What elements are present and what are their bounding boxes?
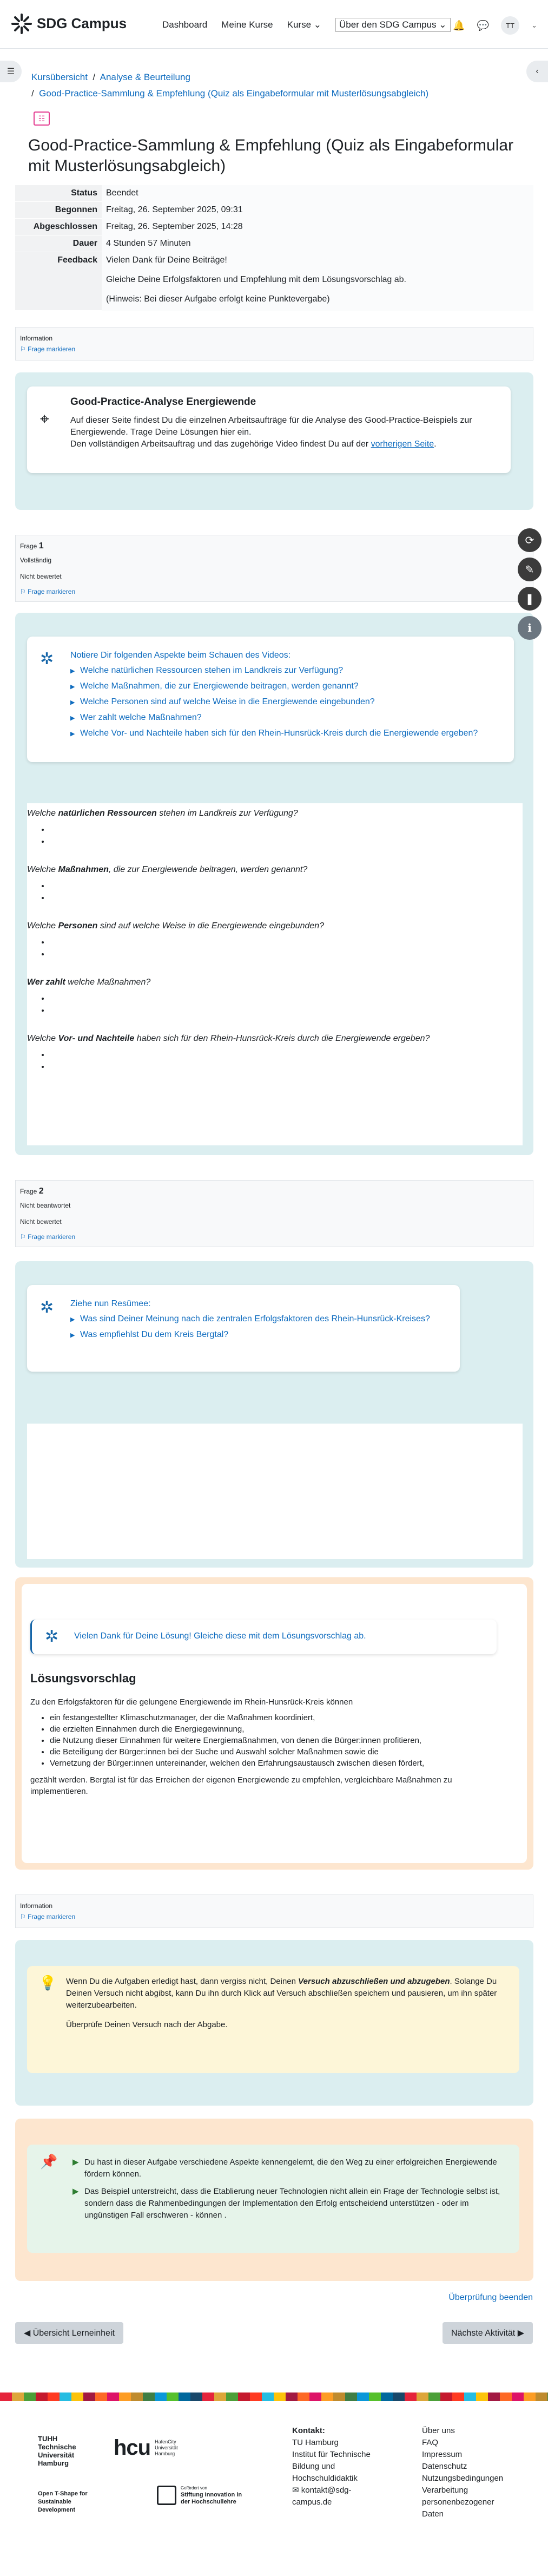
success-factor-list	[50, 1712, 512, 1769]
takeaway-panel	[15, 2119, 533, 2281]
attempt-summary-table	[15, 185, 533, 311]
binoculars-icon: ⌖	[40, 410, 49, 428]
empty-bullet[interactable]	[50, 993, 523, 1005]
question-number-value: 1	[38, 541, 44, 550]
aspect-item[interactable]: ▶ Wer zahlt welche Maßnahmen?	[70, 712, 503, 724]
takeaway-text: Das Beispiel unterstreicht, dass die Etablierung neuer Technologien nicht allein ein Frage der Technologie selbst ist, sondern dass die Rahmenbedingungen der Implementation den Erfolg entscheidend unterstützen - oder im ungünstigen Fall erschweren - können .	[84, 2187, 500, 2220]
feedback-line: Gleiche Deine Erfolgsfaktoren und Empfehlung mit dem Lösungsvorschlag ab.	[106, 274, 406, 284]
aspect-item[interactable]: ▶ Was sind Deiner Meinung nach die zentralen Erfolgsfaktoren des Rhein-Hunsrück-Kreises?	[70, 1313, 449, 1325]
answer-question	[27, 920, 523, 932]
status-label: Status	[15, 185, 102, 202]
breadcrumb-activity[interactable]: Good-Practice-Sammlung & Empfehlung (Quiz als Eingabeformular mit Musterlösungsabgleich)	[39, 88, 429, 99]
answer-bullets	[50, 936, 523, 960]
flag-question-link[interactable]	[20, 586, 529, 597]
solution-thanks-card	[30, 1620, 497, 1654]
information-box	[15, 1895, 533, 1928]
nav-about[interactable]	[335, 18, 451, 32]
success-factor: • ein festangestellter Klimaschutzmanager, der die Maßnahmen koordiniert,	[50, 1712, 512, 1723]
primary-nav	[162, 19, 451, 32]
answer-text: Welche	[27, 865, 58, 874]
tuhh-logo[interactable]: TUHH Technische Universität Hamburg	[38, 2435, 76, 2467]
empty-bullet[interactable]	[50, 948, 523, 960]
question-number	[20, 541, 529, 552]
answer-keyword: Vor- und Nachteile	[58, 1034, 135, 1043]
pin-icon: 📌	[40, 2153, 58, 2169]
footer-link-terms[interactable]: Nutzungsbedingungen	[422, 2474, 504, 2483]
refresh-button[interactable]	[518, 528, 542, 552]
empty-bullet[interactable]	[50, 836, 523, 848]
success-factor: • Vernetzung der Bürger:innen untereinander, welchen den Erfahrungsaustausch zwischen diesen fördert,	[50, 1758, 512, 1769]
aspect-item[interactable]: ▶ Welche Personen sind auf welche Weise in die Energiewende eingebunden?	[70, 696, 503, 708]
footer-link-about[interactable]: Über uns	[422, 2426, 455, 2435]
hint-text-part: Wenn Du die Aufgaben erledigt hast, dann vergiss nicht, Deinen	[66, 1977, 299, 1986]
empty-bullet[interactable]	[50, 936, 523, 948]
answer-question	[27, 864, 523, 876]
stiftung-mark-icon	[157, 2486, 176, 2505]
footer-links	[422, 2425, 514, 2520]
task-icon: ✲	[40, 1299, 54, 1316]
flag-question-link[interactable]	[20, 1911, 529, 1922]
course-index-toggle[interactable]	[0, 61, 22, 82]
flag-question-label: Frage markieren	[28, 1233, 76, 1241]
answer-text: stehen im Landkreis zur Verfügung?	[156, 809, 298, 818]
nav-my-courses[interactable]: Meine Kurse	[221, 19, 273, 30]
answer-question	[27, 808, 523, 820]
answer-text: Welche	[27, 809, 58, 818]
sdg-logo-icon[interactable]	[11, 13, 32, 35]
pencil-icon: ✎	[525, 563, 534, 576]
avatar[interactable]: TT	[501, 16, 519, 35]
duration-value: 4 Stunden 57 Minuten	[106, 238, 191, 248]
hint-text-1	[66, 1976, 509, 2011]
takeaway-text: Du hast in dieser Aufgabe verschiedene Aspekte kennengelernt, die den Weg zu einer erfolgreichen Energiewende fördern können.	[84, 2158, 497, 2179]
answer-bullets	[50, 880, 523, 904]
chevron-down-icon[interactable]: ⌄	[531, 21, 537, 29]
chevron-left-icon: ‹	[536, 67, 539, 76]
flag-icon: ⚐	[20, 1913, 26, 1920]
answer-bullets	[50, 824, 523, 848]
footer-link-faq[interactable]: FAQ	[422, 2438, 439, 2447]
solution-inner	[22, 1584, 527, 1863]
question-label: Frage	[20, 542, 37, 550]
answer-keyword: natürlichen Ressourcen	[58, 809, 157, 818]
question-1-prompt: Notiere Dir folgenden Aspekte beim Schauen des Videos:	[70, 651, 291, 660]
question-2-card	[27, 1285, 460, 1372]
feedback-line: (Hinweis: Bei dieser Aufgabe erfolgt keine Punktevergabe)	[106, 294, 330, 304]
edit-button[interactable]	[518, 558, 542, 581]
flag-question-link[interactable]	[20, 344, 529, 355]
feedback-line: Vielen Dank für Deine Beiträge!	[106, 255, 227, 265]
intro-panel	[15, 372, 533, 510]
sdg-color-stripe	[0, 2393, 548, 2401]
intro-card-title: Good-Practice-Analyse Energiewende	[70, 396, 256, 408]
duration-label: Dauer	[15, 235, 102, 252]
finished-value: Freitag, 26. September 2025, 14:28	[106, 221, 243, 231]
answer-question	[27, 976, 523, 988]
question-1-info	[15, 535, 533, 602]
feedback-label: Feedback	[15, 252, 102, 311]
message-icon[interactable]: 💬	[477, 19, 490, 31]
question-label: Frage	[20, 1188, 37, 1195]
contact-line: Bildung und	[292, 2462, 335, 2471]
question-number-value: 2	[38, 1187, 44, 1196]
chevron-down-icon: ⌄	[313, 19, 322, 30]
question-number	[20, 1186, 529, 1197]
flag-icon: ⚐	[20, 1233, 26, 1241]
question-2-info	[15, 1180, 533, 1247]
hint-emphasis: Versuch abzuschließen und abzugeben	[298, 1977, 450, 1986]
hcu-logo[interactable]	[114, 2436, 187, 2460]
stiftung-name: Stiftung Innovation in der Hochschullehre	[181, 2492, 242, 2505]
aspect-item[interactable]: ▶ Welche Vor- und Nachteile haben sich für den Rhein-Hunsrück-Kreis durch die Energiewende ergeben?	[70, 727, 503, 739]
intro-card-text-2-end: .	[434, 440, 437, 449]
answer-bullets	[50, 1049, 523, 1073]
flag-question-label: Frage markieren	[28, 345, 76, 353]
aspect-item[interactable]: ▶ Welche natürlichen Ressourcen stehen im Landkreis zur Verfügung?	[70, 665, 503, 677]
breadcrumb-section[interactable]: Analyse & Beurteilung	[100, 72, 190, 82]
empty-bullet[interactable]	[50, 1049, 523, 1061]
information-label: Information	[20, 1902, 53, 1910]
finish-review-link[interactable]: Überprüfung beenden	[448, 2293, 533, 2302]
empty-bullet[interactable]	[50, 1061, 523, 1073]
footer-link-imprint[interactable]: Impressum	[422, 2450, 463, 2459]
flag-icon: ⚐	[20, 588, 26, 595]
empty-bullet[interactable]	[50, 824, 523, 836]
takeaway-item	[72, 2186, 509, 2221]
question-1-panel	[15, 613, 533, 1155]
takeaway-card	[27, 2145, 519, 2253]
flag-question-link[interactable]	[20, 1231, 529, 1242]
contact-title: Kontakt:	[292, 2426, 325, 2435]
play-icon: ▶	[72, 2158, 79, 2167]
hint-text-2: Überprüfe Deinen Versuch nach der Abgabe.	[66, 2020, 228, 2029]
question-grade: Nicht bewertet	[20, 1218, 62, 1225]
empty-bullet[interactable]	[50, 880, 523, 892]
info-icon: ℹ	[527, 622, 532, 634]
intro-card-text-2-main: Den vollständigen Arbeitsauftrag und das zugehörige Video findest Du auf der	[70, 440, 369, 449]
answer-text: Welche	[27, 1034, 58, 1043]
refresh-icon: ⟳	[525, 534, 534, 547]
flag-icon: ⚐	[20, 345, 26, 353]
solution-panel	[15, 1577, 533, 1870]
hint-card	[27, 1966, 519, 2073]
answer-keyword: Maßnahmen	[58, 865, 109, 874]
feedback-value	[102, 252, 533, 311]
information-label: Information	[20, 335, 53, 342]
contact-email-text: kontakt@sdg-campus.de	[292, 2486, 352, 2507]
site-name[interactable]: SDG Campus	[37, 15, 127, 31]
intro-card-text: Auf dieser Seite findest Du die einzelnen Arbeitsaufträge für die Analyse des Good-Practice-Beispiels zur Energiewende. Trage Deine Lösungen hier ein.	[70, 416, 472, 437]
chevron-down-icon: ⌄	[439, 19, 447, 30]
previous-page-link[interactable]: vorherigen Seite	[371, 440, 434, 449]
intro-card	[27, 386, 511, 473]
question-1-aspect-list	[70, 665, 503, 739]
hint-panel	[15, 1940, 533, 2106]
status-value: Beendet	[106, 188, 138, 198]
flag-question-label: Frage markieren	[28, 588, 76, 595]
question-grade: Nicht bewertet	[20, 573, 62, 580]
page-title: Good-Practice-Sammlung & Empfehlung (Quiz als Eingabeformular mit Musterlösungsabgleich)	[28, 136, 514, 175]
open-tshape-logo[interactable]: Open T-Shape for Sustainable Development	[38, 2490, 88, 2513]
user-actions	[453, 16, 537, 35]
block-drawer-toggle[interactable]	[526, 61, 548, 82]
notification-bell-icon[interactable]: 🔔	[453, 19, 465, 31]
information-box	[15, 327, 533, 360]
finished-label: Abgeschlossen	[15, 219, 102, 235]
solution-thanks: Vielen Dank für Deine Lösung! Gleiche diese mit dem Lösungsvorschlag ab.	[74, 1631, 366, 1641]
answer-question	[27, 1033, 523, 1045]
nav-about-label: Über den SDG Campus	[339, 19, 437, 30]
nav-courses[interactable]	[287, 19, 321, 32]
question-1-card	[27, 637, 514, 762]
answer-text: Welche	[27, 921, 58, 930]
empty-bullet[interactable]	[50, 892, 523, 904]
bookmark-icon: ❚	[525, 593, 534, 605]
empty-bullet[interactable]	[50, 1005, 523, 1017]
solution-intro: Zu den Erfolgsfaktoren für die gelungene Energiewende im Rhein-Hunsrück-Kreis können	[30, 1697, 353, 1707]
begun-value: Freitag, 26. September 2025, 09:31	[106, 205, 243, 214]
question-2-aspect-list	[70, 1313, 449, 1341]
answer-keyword: Wer zahlt	[27, 978, 65, 987]
answer-editor[interactable]	[27, 803, 523, 1145]
bookmark-button[interactable]	[518, 587, 542, 611]
answer-text: haben sich für den Rhein-Hunsrück-Kreis durch die Energiewende ergeben?	[134, 1034, 430, 1043]
answer-text: welche Maßnahmen?	[65, 978, 151, 987]
hcu-logo-sub: HafenCity Universität Hamburg	[155, 2439, 178, 2456]
hint-text-part: . Solange Du Deinen Versuch nicht abgibst, kann Du ihn durch Klick auf Versuch abschließen speichern und pausieren, um ihn später weiterzubearbeiten.	[66, 1977, 497, 2010]
success-factor: • die Beteiligung der Bürger:innen bei der Suche und Auswahl solcher Maßnahmen sowie die	[50, 1746, 512, 1758]
play-icon: ▶	[72, 2187, 79, 2196]
answer-text: sind auf welche Weise in die Energiewende eingebunden?	[97, 921, 325, 930]
quiz-icon: ☷	[34, 112, 50, 126]
info-button[interactable]	[518, 616, 542, 640]
breadcrumb-course-overview[interactable]: Kursübersicht	[31, 72, 88, 82]
top-navbar	[0, 0, 548, 49]
contact-email[interactable]	[292, 2485, 373, 2508]
question-2-prompt: Ziehe nun Resümee:	[70, 1299, 151, 1308]
stiftung-pre: Gefördert von	[181, 2486, 207, 2490]
next-activity-button[interactable]: Nächste Aktivität ▶	[443, 2322, 533, 2344]
answer-text: , die zur Energiewende beitragen, werden genannt?	[108, 865, 308, 874]
solution-title: Lösungsvorschlag	[30, 1672, 136, 1685]
aspect-item[interactable]: ▶ Welche Maßnahmen, die zur Energiewende beitragen, werden genannt?	[70, 680, 503, 692]
solution-body	[30, 1696, 512, 1797]
answer-bullets	[50, 993, 523, 1017]
success-factor: • die erzielten Einnahmen durch die Energiegewinnung,	[50, 1723, 512, 1735]
success-factor: • die Nutzung dieser Einnahmen für weitere Energiemaßnahmen, von denen die Bürger:innen profitieren,	[50, 1735, 512, 1746]
task-icon: ✲	[45, 1628, 59, 1646]
footer-link-privacy[interactable]: Datenschutz	[422, 2462, 467, 2471]
answer-editor[interactable]	[27, 1424, 523, 1559]
lightbulb-icon: 💡	[39, 1975, 57, 1991]
question-state: Nicht beantwortet	[20, 1202, 71, 1209]
begun-label: Begonnen	[15, 202, 102, 219]
nav-courses-label: Kurse	[287, 19, 312, 30]
flag-question-label: Frage markieren	[28, 1913, 76, 1920]
answer-keyword: Personen	[58, 921, 98, 930]
question-2-panel	[15, 1261, 533, 1568]
aspect-item[interactable]: ▶ Was empfiehlst Du dem Kreis Bergtal?	[70, 1329, 449, 1341]
footer-link-data-processing[interactable]: Verarbeitung personenbezogener Daten	[422, 2486, 494, 2519]
takeaway-item	[72, 2157, 509, 2180]
hcu-logo-text: hcu	[114, 2436, 151, 2460]
breadcrumb: Kursübersicht / Analyse & Beurteilung / Good-Practice-Sammlung & Empfehlung (Quiz als Eingabeformular mit Musterlösungsabgleich)	[31, 72, 429, 99]
contact-line: Hochschuldidaktik	[292, 2474, 358, 2483]
footer-contact	[292, 2425, 373, 2508]
task-icon: ✲	[40, 650, 54, 668]
solution-outro: gezählt werden. Bergtal ist für das Erreichen der eigenen Energiewende zu empfehlen, vergleichbare Maßnahmen zu implementieren.	[30, 1775, 452, 1796]
list-icon: ☰	[6, 67, 15, 76]
question-state: Vollständig	[20, 556, 52, 564]
contact-line: Institut für Technische	[292, 2450, 371, 2459]
mail-icon: ✉	[292, 2486, 299, 2495]
prev-activity-button[interactable]: ◀ Übersicht Lerneinheit	[15, 2322, 123, 2344]
intro-card-text-2	[70, 438, 500, 450]
contact-line: TU Hamburg	[292, 2438, 339, 2447]
nav-dashboard[interactable]: Dashboard	[162, 19, 208, 30]
stiftung-logo[interactable]	[157, 2485, 246, 2506]
